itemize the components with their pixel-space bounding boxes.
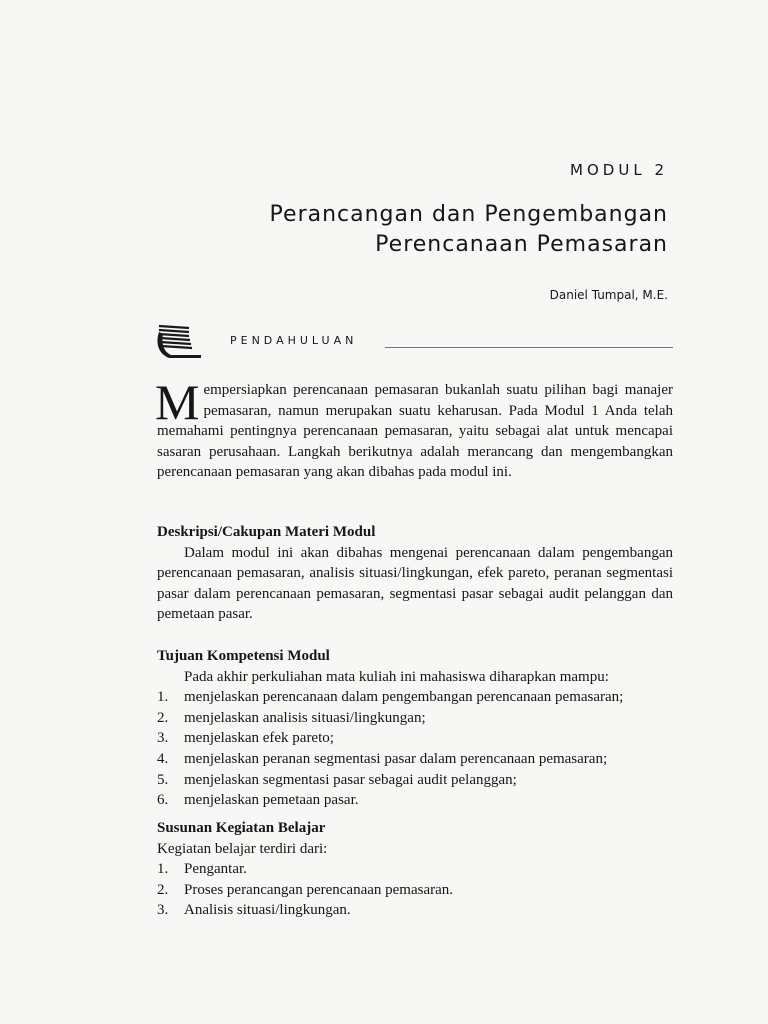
list-item xyxy=(157,770,673,791)
list-item xyxy=(157,900,673,921)
section-banner xyxy=(155,322,673,362)
list-number: 2. xyxy=(157,881,169,898)
list-item xyxy=(157,790,673,811)
objectives-heading: Tujuan Kompetensi Modul xyxy=(157,648,330,664)
section-label: PENDAHULUAN xyxy=(230,334,358,347)
list-text: Proses perancangan perencanaan pemasaran. xyxy=(184,881,454,898)
list-text: menjelaskan perencanaan dalam pengembangan perencanaan pemasaran; xyxy=(184,689,624,706)
list-number: 2. xyxy=(157,709,169,726)
list-number: 5. xyxy=(157,771,169,788)
activities-heading: Susunan Kegiatan Belajar xyxy=(157,820,326,836)
list-item xyxy=(157,687,673,708)
description-heading: Deskripsi/Cakupan Materi Modul xyxy=(157,524,376,540)
module-title xyxy=(270,200,668,260)
list-number: 6. xyxy=(157,792,169,809)
description-text: Dalam modul ini akan dibahas mengenai perencanaan dalam pengembangan perencanaan pemasaran, analisis situasi/lingkungan, efek pareto, peranan segmentasi pasar dalam perencanaan pemasaran, segmentasi pasar sebagai audit pelanggan dan pemetaan pasar. xyxy=(157,544,673,623)
objectives-list xyxy=(157,687,673,811)
list-text: Pengantar. xyxy=(184,861,247,878)
list-text: menjelaskan efek pareto; xyxy=(184,730,334,747)
section-rule xyxy=(385,347,673,348)
module-title-line-1: Perancangan dan Pengembangan xyxy=(269,202,668,227)
intro-paragraph xyxy=(155,374,673,483)
activities-lead: Kegiatan belajar terdiri dari: xyxy=(157,840,328,857)
list-number: 4. xyxy=(157,750,169,767)
module-label: MODUL 2 xyxy=(570,161,668,179)
description-section xyxy=(157,522,673,625)
list-item xyxy=(157,880,673,901)
list-item xyxy=(157,708,673,729)
list-item xyxy=(157,859,673,880)
open-book-icon xyxy=(155,322,203,362)
author-name: Daniel Tumpal, M.E. xyxy=(549,288,668,302)
list-text: menjelaskan segmentasi pasar sebagai audit pelanggan; xyxy=(184,771,517,788)
module-title-line-2: Perencanaan Pemasaran xyxy=(375,232,668,257)
objectives-lead: Pada akhir perkuliahan mata kuliah ini mahasiswa diharapkan mampu: xyxy=(184,668,609,685)
activities-list xyxy=(157,859,673,921)
list-number: 3. xyxy=(157,902,169,919)
drop-cap: M xyxy=(155,374,200,430)
list-item xyxy=(157,728,673,749)
activities-section xyxy=(157,818,673,921)
list-text: menjelaskan analisis situasi/lingkungan; xyxy=(184,709,426,726)
objectives-section xyxy=(157,646,673,811)
list-text: menjelaskan peranan segmentasi pasar dalam perencanaan pemasaran; xyxy=(184,750,608,767)
list-number: 1. xyxy=(157,689,169,706)
intro-text: empersiapkan perencanaan pemasaran bukanlah suatu pilihan bagi manajer pemasaran, namun merupakan suatu keharusan. Pada Modul 1 Anda telah memahami pentingnya perencanaan pemasaran, yaitu sebagai alat untuk mencapai sasaran perusahaan. Langkah berikutnya adalah merancang dan mengembangkan perencanaan pemasaran yang akan dibahas pada modul ini. xyxy=(157,382,673,481)
list-number: 1. xyxy=(157,861,169,878)
list-text: Analisis situasi/lingkungan. xyxy=(184,902,351,919)
list-item xyxy=(157,749,673,770)
list-number: 3. xyxy=(157,730,169,747)
list-text: menjelaskan pemetaan pasar. xyxy=(184,792,359,809)
